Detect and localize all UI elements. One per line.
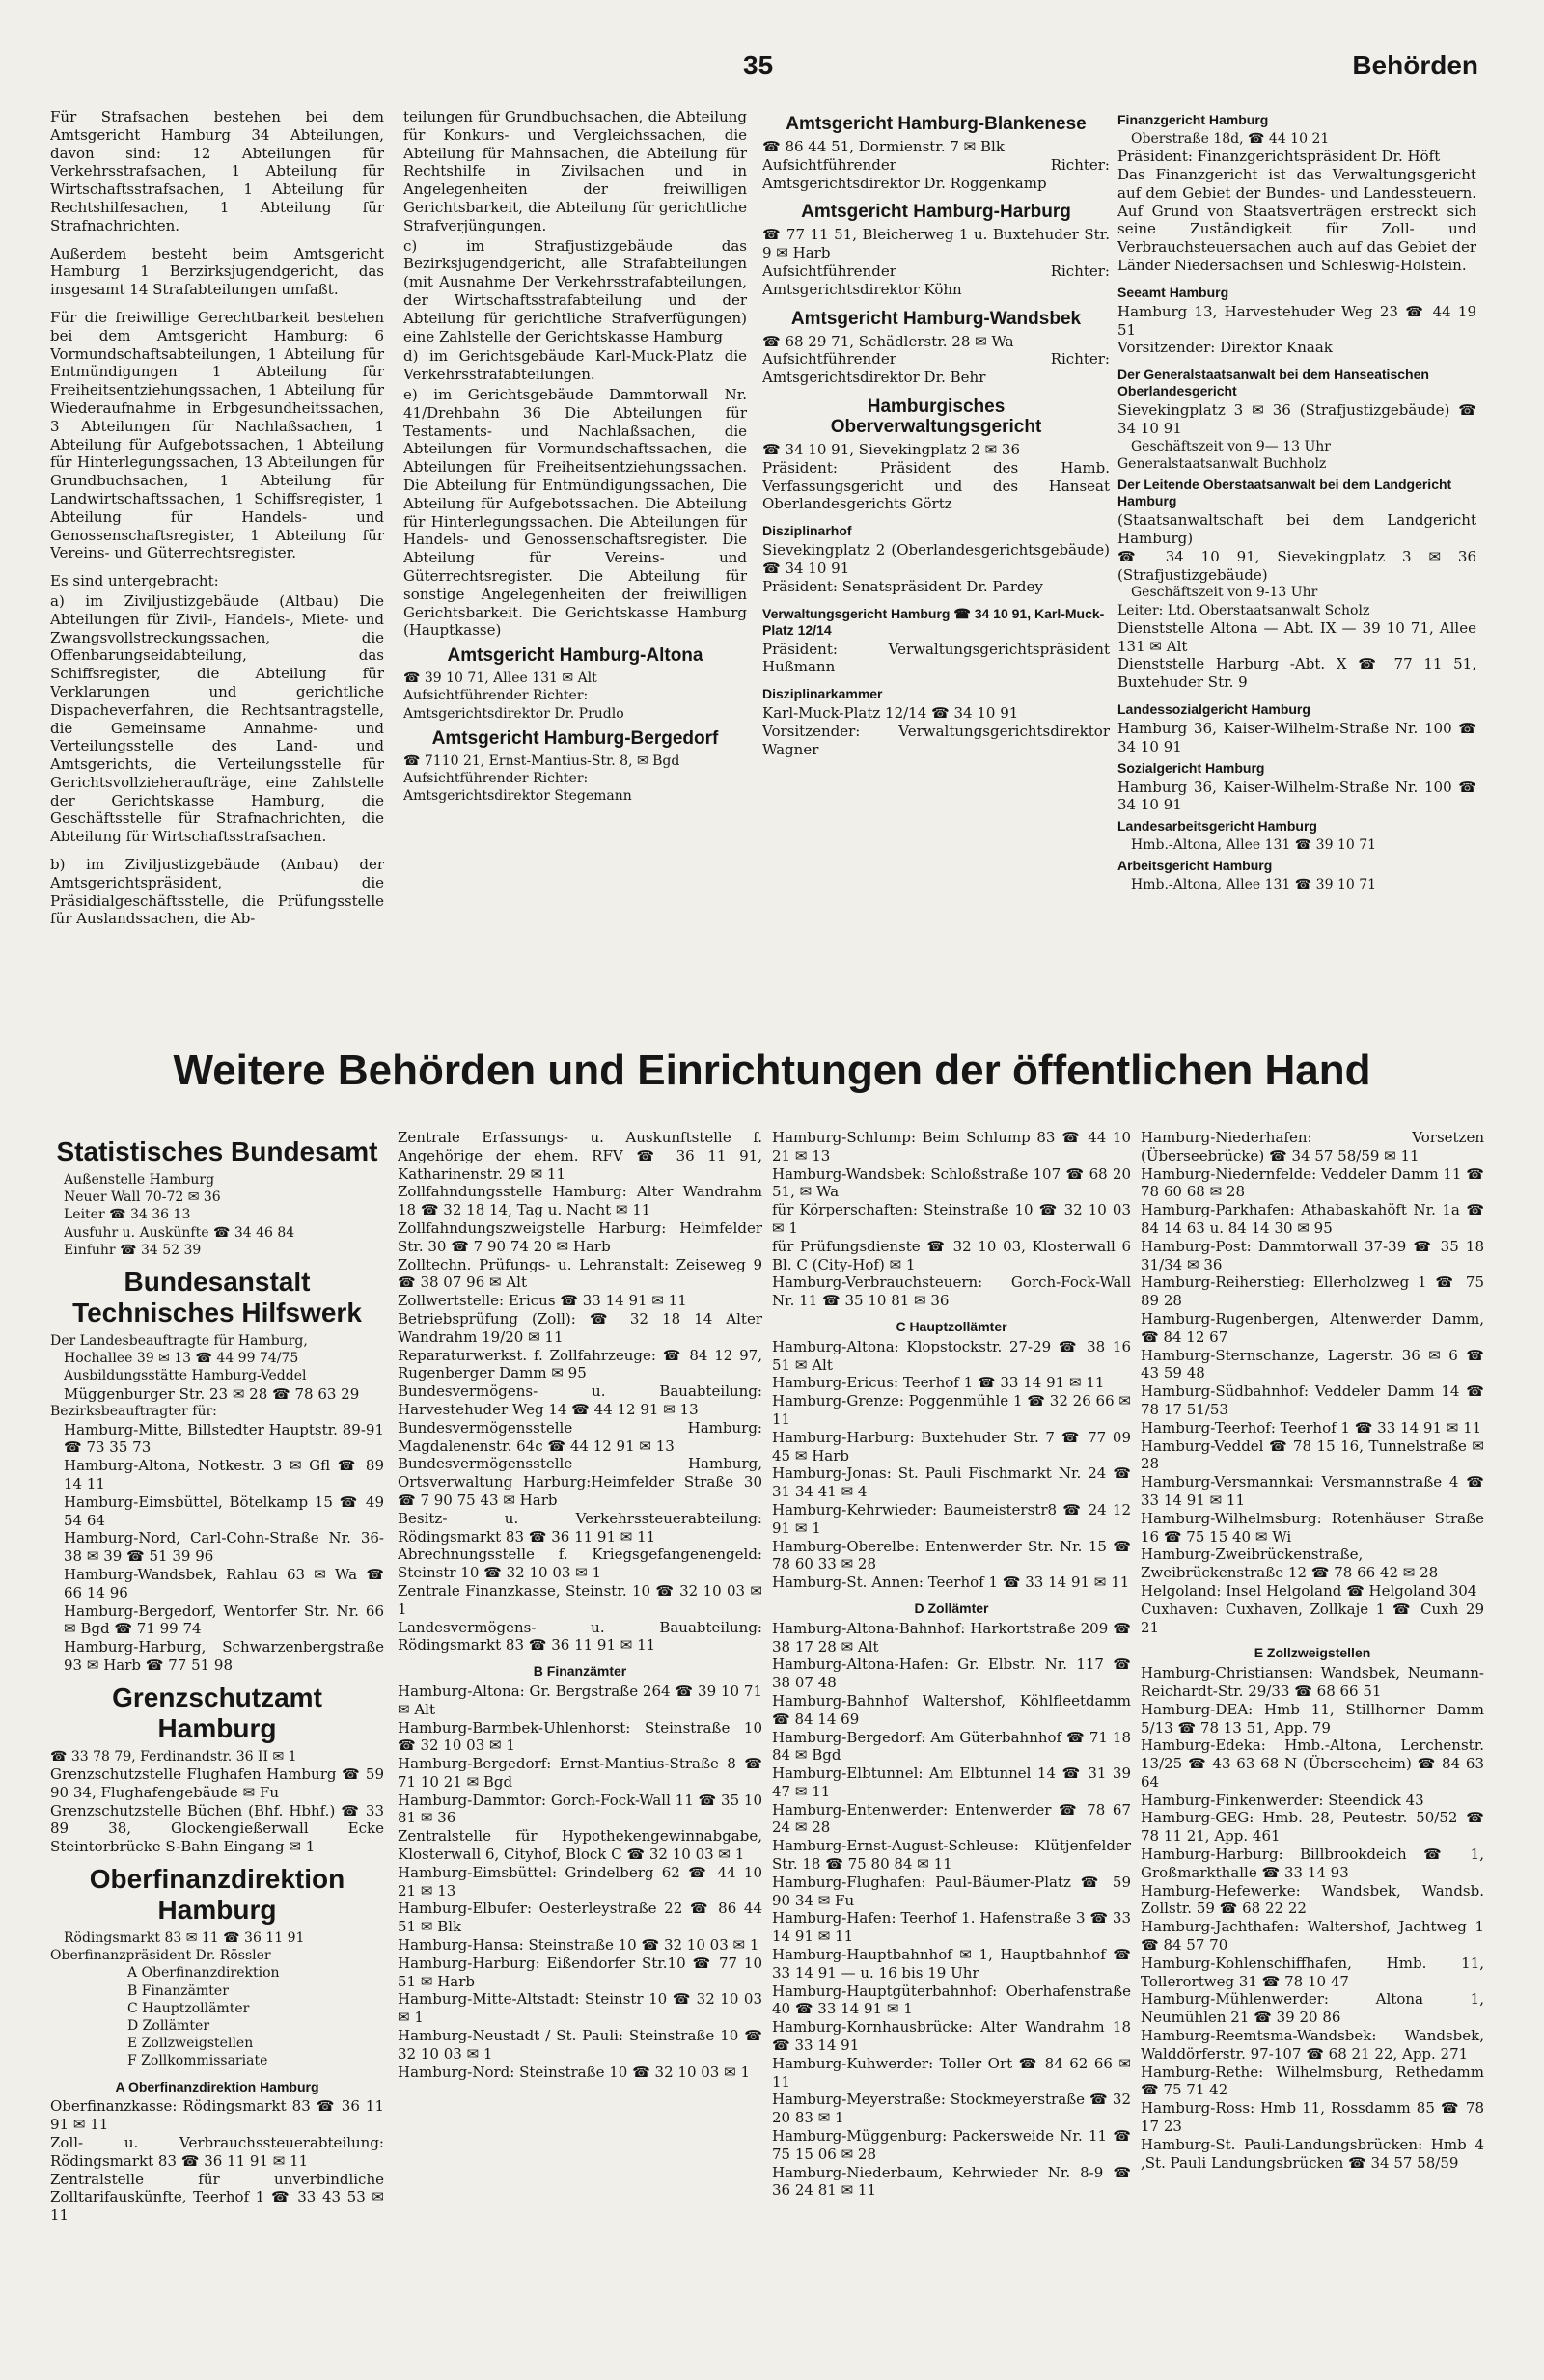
entry: Hamburg-Ross: Hmb 11, Rossdamm 85 ☎ 78 17 23 xyxy=(1141,2099,1484,2136)
list-item: D Zollämter xyxy=(127,2017,210,2034)
paragraph: Vorsitzender: Verwaltungsgerichtsdirektor Wagner xyxy=(762,722,1110,758)
bottom-column-2 xyxy=(398,1129,762,2354)
entry: Hamburg-Altona: Gr. Bergstraße 264 ☎ 39 10 71 ✉ Alt xyxy=(398,1682,762,1718)
line: Hmb.-Altona, Allee 131 ☎ 39 10 71 xyxy=(1131,877,1377,893)
entry: Cuxhaven: Cuxhaven, Zollkaje 1 ☎ Cuxh 29 21 xyxy=(1141,1600,1484,1636)
line: Aufsichtführender Richter: xyxy=(403,688,589,704)
entry: Hamburg-Oberelbe: Entenwerder Str. Nr. 15 ☎ 78 60 33 ✉ 28 xyxy=(772,1537,1131,1573)
entry: Hamburg-Verbrauchsteuern: Gorch-Fock-Wall Nr. 11 ☎ 35 10 81 ✉ 36 xyxy=(772,1273,1131,1310)
paragraph: Für die freiwillige Gerechtbarkeit bestehen bei dem Amtsgericht Hamburg: 6 Vormundschaftsabteilungen, 1 Abteilung für Entmündigungen 1 Abteilung für Freiheitsentziehungssachen, 1 Abteilung für Wiederaufnahme in Erbgesundheitssachen, 3 Abteilungen für Nachlaßsachen, 1 Abteilung für Aufgebotssachen, 1 Abteilung für Hinterlegungssachen, 13 Abteilungen für Grundbuchsachen, 1 Abteilung für Landwirtschaftssachen, 1 Schiffsregister, 1 Abteilung für Handels- und Genossenschaftsregister, 1 Abteilung für Vereins- und Güterrechtsregister. xyxy=(50,308,384,562)
entry: Hamburg-Altona: Klopstockstr. 27-29 ☎ 38 16 51 ✉ Alt xyxy=(772,1337,1131,1374)
line: Geschäftszeit von 9— 13 Uhr xyxy=(1131,438,1331,454)
subheading: Disziplinarkammer xyxy=(762,686,883,702)
paragraph: Hamburg-Eimsbüttel, Bötelkamp 15 ☎ 49 54 64 xyxy=(64,1492,384,1529)
entry: Hamburg-Meyerstraße: Stockmeyerstraße ☎ 32 20 83 ✉ 1 xyxy=(772,2091,1131,2127)
entry: Hamburg-Kehrwieder: Baumeisterstr8 ☎ 24 12 91 ✉ 1 xyxy=(772,1500,1131,1537)
subheading: Sozialgericht Hamburg xyxy=(1117,759,1265,776)
entry: Hamburg-Sternschanze, Lagerstr. 36 ✉ 6 ☎ 43 59 48 xyxy=(1141,1346,1484,1382)
paragraph: Hamburg 13, Harvestehuder Weg 23 ☎ 44 19 51 xyxy=(1117,302,1476,339)
entry: Hamburg-Rugenbergen, Altenwerder Damm, ☎ 84 12 67 xyxy=(1141,1309,1484,1346)
line: Hmb.-Altona, Allee 131 ☎ 39 10 71 xyxy=(1131,837,1377,854)
entry: Hamburg-Hefewerke: Wandsbek, Wandsb. Zollstr. 59 ☎ 68 22 22 xyxy=(1141,1881,1484,1918)
subheading: Landesarbeitsgericht Hamburg xyxy=(1117,818,1317,834)
entry: Hamburg-Bahnhof Waltershof, Köhlfleetdamm ☎ 84 14 69 xyxy=(772,1691,1131,1728)
subheading: Verwaltungsgericht Hamburg ☎ 34 10 91, Karl-Muck-Platz 12/14 xyxy=(762,605,1105,638)
paragraph: Sievekingplatz 2 (Oberlandesgerichtsgebäude) ☎ 34 10 91 xyxy=(762,541,1110,577)
line: ☎ 33 78 79, Ferdinandstr. 36 II ✉ 1 xyxy=(50,1748,297,1764)
paragraph: b) im Ziviljustizgebäude (Anbau) der Amtsgerichtspräsident, die Präsidialgeschäftsstelle, die Prüfungsstelle für Auslandssachen, die Ab- xyxy=(50,856,384,928)
entry: Hamburg-Christiansen: Wandsbek, Neumann-Reichardt-Str. 29/33 ☎ 68 66 51 xyxy=(1141,1664,1484,1700)
line: Neuer Wall 70-72 ✉ 36 xyxy=(64,1190,221,1206)
heading: Grenzschutzamt Hamburg xyxy=(112,1682,322,1743)
paragraph: Grenzschutzstelle Büchen (Bhf. Hbhf.) ☎ 33 89 38, Glockengießerwall Ecke Steintorbrücke S-Bahn Eingang ✉ 1 xyxy=(50,1801,384,1856)
line: Hochallee 39 ✉ 13 ☎ 44 99 74/75 xyxy=(64,1351,299,1367)
entry: Hamburg-Elbtunnel: Am Elbtunnel 14 ☎ 31 39 47 ✉ 11 xyxy=(772,1764,1131,1800)
entry: Hamburg-Hansa: Steinstraße 10 ☎ 32 10 03 ✉ 1 xyxy=(398,1936,759,1955)
list-item: E Zollzweigstellen xyxy=(127,2036,254,2052)
entry: Hamburg-Finkenwerder: Steendick 43 xyxy=(1141,1791,1424,1809)
list-item: A Oberfinanzdirektion xyxy=(127,1965,280,1982)
paragraph: ☎ 68 29 71, Schädlerstr. 28 ✉ Wa xyxy=(762,332,1014,350)
heading: Statistisches Bundesamt xyxy=(56,1136,378,1166)
paragraph: Außerdem besteht beim Amtsgericht Hamburg 1 Berzirksjugendgericht, das insgesamt 14 Strafabteilungen umfaßt. xyxy=(50,244,384,299)
heading: Hamburgisches Oberverwaltungsgericht xyxy=(830,396,1042,437)
entry: Hamburg-Zweibrückenstraße, Zweibrückenstraße 12 ☎ 78 66 42 ✉ 28 xyxy=(1141,1546,1439,1582)
page-header xyxy=(0,50,1544,89)
paragraph: Präsident: Präsident des Hamb. Verfassungsgericht und des Hanseat Oberlandesgerichts Görtz xyxy=(762,458,1110,513)
entry: Hamburg-Mitte-Altstadt: Steinstr 10 ☎ 32 10 03 ✉ 1 xyxy=(398,1990,762,2027)
line: Geschäftszeit von 9-13 Uhr xyxy=(1131,585,1318,601)
entry: Hamburg-Kohlenschiffhafen, Hmb. 11, Tollerortweg 31 ☎ 78 10 47 xyxy=(1141,1954,1484,1990)
list-item: C Hauptzollämter xyxy=(127,2000,250,2016)
line: Leiter ☎ 34 36 13 xyxy=(64,1207,191,1223)
line: Amtsgerichtsdirektor Dr. Prudlo xyxy=(403,705,624,722)
entry: Hamburg-Kornhausbrücke: Alter Wandrahm 18 ☎ 33 14 91 xyxy=(772,2018,1131,2055)
section-banner: Weitere Behörden und Einrichtungen der öffentlichen Hand xyxy=(173,1047,1371,1094)
entry: Zentralstelle für Hypothekengewinnabgabe, Klosterwall 6, Cityhof, Block C ☎ 32 10 03 ✉ 1 xyxy=(398,1827,762,1864)
line: Außenstelle Hamburg xyxy=(64,1172,215,1188)
bottom-column-3 xyxy=(772,1129,1131,2354)
line: ☎ 39 10 71, Allee 131 ✉ Alt xyxy=(403,670,597,687)
entry: Besitz- u. Verkehrssteuerabteilung: Rödingsmarkt 83 ☎ 36 11 91 ✉ 11 xyxy=(398,1509,762,1546)
line: Bezirksbeauftragter für: xyxy=(50,1404,217,1420)
heading: Oberfinanzdirektion Hamburg xyxy=(89,1863,345,1925)
top-column-2 xyxy=(403,108,747,976)
line: Oberstraße 18d, ☎ 44 10 21 xyxy=(1131,131,1330,147)
heading: Bundesanstalt Technisches Hilfswerk xyxy=(72,1267,362,1328)
line: Amtsgerichtsdirektor Stegemann xyxy=(403,788,632,805)
paragraph: Hamburg 36, Kaiser-Wilhelm-Straße Nr. 100 ☎ 34 10 91 xyxy=(1117,778,1476,814)
entry: Hamburg-Post: Dammtorwall 37-39 ☎ 35 18 31/34 ✉ 36 xyxy=(1141,1237,1484,1273)
entry: Hamburg-Ernst-August-Schleuse: Klütjenfelder Str. 18 ☎ 75 80 84 ✉ 11 xyxy=(772,1837,1131,1874)
paragraph: Dienststelle Altona — Abt. IX — 39 10 71, Allee 131 ✉ Alt xyxy=(1117,618,1476,655)
paragraph: Dienststelle Harburg -Abt. X ☎ 77 11 51, Buxtehuder Str. 9 xyxy=(1117,655,1476,692)
paragraph: Zentralstelle für unverbindliche Zolltarifauskünfte, Teerhof 1 ☎ 33 43 53 ✉ 11 xyxy=(50,2170,384,2225)
entry: Hamburg-GEG: Hmb. 28, Peutestr. 50/52 ☎ 78 11 21, App. 461 xyxy=(1141,1809,1484,1846)
entry: Hamburg-Hauptgüterbahnhof: Oberhafenstraße 40 ☎ 33 14 91 ✉ 1 xyxy=(772,1982,1131,2018)
subheading: C Hauptzollämter xyxy=(896,1318,1007,1334)
entry: Hamburg-Niederhafen: Vorsetzen (Überseebrücke) ☎ 34 57 58/59 ✉ 11 xyxy=(1141,1129,1484,1164)
entry: Helgoland: Insel Helgoland ☎ Helgoland 304 xyxy=(1141,1581,1477,1600)
entry: Hamburg-Schlump: Beim Schlump 83 ☎ 44 10 21 ✉ 13 xyxy=(772,1129,1131,1164)
entry: Zentrale Finanzkasse, Steinstr. 10 ☎ 32 10 03 ✉ 1 xyxy=(398,1581,762,1618)
line: Einfuhr ☎ 34 52 39 xyxy=(64,1242,202,1258)
paragraph: Das Finanzgericht ist das Verwaltungsgericht auf dem Gebiet der Bundes- und Landessteuern. Auf Grund von Staatsverträgen erstreckt sich seine Zuständigkeit für Zoll- und Verbrauchsteuersachen auch auf das Gebiet der Länder Niedersachsen und Schleswig-Holstein. xyxy=(1117,166,1476,274)
entry: Hamburg-Eimsbüttel: Grindelberg 62 ☎ 44 10 21 ✉ 13 xyxy=(398,1863,762,1900)
line: Der Landesbeauftragte für Hamburg, xyxy=(50,1333,308,1350)
entry: Hamburg-Nord: Steinstraße 10 ☎ 32 10 03 ✉ 1 xyxy=(398,2063,750,2081)
entry: Hamburg-Müggenburg: Packersweide Nr. 11 ☎ 75 15 06 ✉ 28 xyxy=(772,2127,1131,2163)
entry: Betriebsprüfung (Zoll): ☎ 32 18 14 Alter Wandrahm 19/20 ✉ 11 xyxy=(398,1309,762,1346)
entry: Hamburg-Ericus: Teerhof 1 ☎ 33 14 91 ✉ 11 xyxy=(772,1374,1105,1392)
subheading: B Finanzämter xyxy=(533,1663,627,1680)
paragraph: Hamburg-Nord, Carl-Cohn-Straße Nr. 36-38 ✉ 39 ☎ 51 39 96 xyxy=(64,1529,384,1566)
bottom-column-4 xyxy=(1141,1129,1484,2354)
line: Ausfuhr u. Auskünfte ☎ 34 46 84 xyxy=(64,1224,295,1241)
top-column-3 xyxy=(762,108,1110,976)
entry: Hamburg-Hauptbahnhof ✉ 1, Hauptbahnhof ☎ 33 14 91 — u. 16 bis 19 Uhr xyxy=(772,1946,1131,1982)
entry: Hamburg-Niedernfelde: Veddeler Damm 11 ☎ 78 60 68 ✉ 28 xyxy=(1141,1164,1484,1201)
entry: Hamburg-St. Pauli-Landungsbrücken: Hmb 4 ,St. Pauli Landungsbrücken ☎ 34 57 58/59 xyxy=(1141,2135,1484,2172)
paragraph: Aufsichtführender Richter: Amtsgerichtsdirektor Dr. Behr xyxy=(762,350,1110,387)
line: Leiter: Ltd. Oberstaatsanwalt Scholz xyxy=(1117,602,1370,618)
entry: Hamburg-Teerhof: Teerhof 1 ☎ 33 14 91 ✉ 11 xyxy=(1141,1418,1482,1436)
entry: Hamburg-Veddel ☎ 78 15 16, Tunnelstraße ✉ 28 xyxy=(1141,1436,1484,1473)
subheading: A Oberfinanzdirektion Hamburg xyxy=(115,2078,319,2094)
entry: Hamburg-Jonas: St. Pauli Fischmarkt Nr. 24 ☎ 31 34 41 ✉ 4 xyxy=(772,1464,1131,1501)
paragraph: Präsident: Finanzgerichtspräsident Dr. Höft xyxy=(1117,148,1441,166)
entry: Zolltechn. Prüfungs- u. Lehranstalt: Zeiseweg 9 ☎ 38 07 96 ✉ Alt xyxy=(398,1255,762,1292)
entry: Hamburg-Rethe: Wilhelmsburg, Rethedamm ☎ 75 71 42 xyxy=(1141,2063,1484,2099)
entry: für Körperschaften: Steinstraße 10 ☎ 32 10 03 ✉ 1 xyxy=(772,1201,1131,1237)
paragraph: Vorsitzender: Direktor Knaak xyxy=(1117,339,1333,357)
paragraph: Präsident: Verwaltungsgerichtspräsident Hußmann xyxy=(762,640,1110,676)
subheading: E Zollzweigstellen xyxy=(1254,1645,1371,1661)
entry: Hamburg-Flughafen: Paul-Bäumer-Platz ☎ 59 90 34 ✉ Fu xyxy=(772,1873,1131,1909)
bottom-column-1 xyxy=(50,1129,384,2354)
heading: Amtsgericht Hamburg-Blankenese xyxy=(786,114,1087,134)
entry: Landesvermögens- u. Bauabteilung: Rödingsmarkt 83 ☎ 36 11 91 ✉ 11 xyxy=(398,1618,762,1655)
paragraph: Hamburg-Bergedorf, Wentorfer Str. Nr. 66 ✉ Bgd ☎ 71 99 74 xyxy=(64,1601,384,1638)
paragraph: e) im Gerichtsgebäude Dammtorwall Nr. 41/Drehbahn 36 Die Abteilungen für Testaments- und Nachlaßsachen, die Abteilungen für Vormundschaftssachen, die Abteilungen für Freiheitsentziehungssachen. Die Abteilung für Entmündigungssachen, Die Abteilung für Aufgebotssachen. Die Abteilung für Hinterlegungssachen. Die Abteilungen für Handels- und Genossenschaftsregister. Die Abteilung für Vereins- und Güterrechtsregister. Die Abteilung für sonstige Angelegenheiten der freiwilligen Gerichtsbarkeit. Die Gerichtskasse Hamburg (Hauptkasse) xyxy=(403,385,747,640)
entry: Hamburg-Wandsbek: Schloßstraße 107 ☎ 68 20 51, ✉ Wa xyxy=(772,1164,1131,1201)
line: ☎ 7110 21, Ernst-Mantius-Str. 8, ✉ Bgd xyxy=(403,752,680,769)
entry: Zollwertstelle: Ericus ☎ 33 14 91 ✉ 11 xyxy=(398,1292,687,1310)
paragraph: d) im Gerichtsgebäude Karl-Muck-Platz die Verkehrsstrafabteilungen. xyxy=(403,347,747,384)
entry: Hamburg-Jachthafen: Waltershof, Jachtweg 1 ☎ 84 57 70 xyxy=(1141,1918,1484,1955)
line: Rödingsmarkt 83 ✉ 11 ☎ 36 11 91 xyxy=(64,1929,305,1946)
paragraph: Oberfinanzkasse: Rödingsmarkt 83 ☎ 36 11 91 ✉ 11 xyxy=(50,2097,384,2134)
entry: Bundesvermögensstelle Hamburg, Ortsverwaltung Harburg:Heimfelder Straße 30 ☎ 7 90 75 43 ✉ Harb xyxy=(398,1455,762,1509)
paragraph: Hamburg-Harburg, Schwarzenbergstraße 93 ✉ Harb ☎ 77 51 98 xyxy=(64,1638,384,1674)
line: Aufsichtführender Richter: xyxy=(403,770,589,786)
subheading: Der Leitende Oberstaatsanwalt bei dem Landgericht Hamburg xyxy=(1117,477,1452,509)
paragraph: ☎ 34 10 91, Sievekingplatz 3 ✉ 36 (Strafjustizgebäude) xyxy=(1117,547,1476,584)
entry: Hamburg-Bergedorf: Ernst-Mantius-Straße 8 ☎ 71 10 21 ✉ Bgd xyxy=(398,1755,762,1791)
top-column-1 xyxy=(50,108,384,976)
subheading: D Zollämter xyxy=(914,1600,989,1616)
entry: Hamburg-DEA: Hmb 11, Stillhorner Damm 5/13 ☎ 78 13 51, App. 79 xyxy=(1141,1700,1484,1737)
entry: Hamburg-Harburg: Billbrookdeich ☎ 1, Großmarkthalle ☎ 33 14 93 xyxy=(1141,1846,1484,1881)
paragraph: Sievekingplatz 3 ✉ 36 (Strafjustizgebäude) ☎ 34 10 91 xyxy=(1117,401,1476,437)
entry: Hamburg-Grenze: Poggenmühle 1 ☎ 32 26 66 ✉ 11 xyxy=(772,1392,1131,1428)
page-number: 35 xyxy=(743,50,774,80)
entry: Hamburg-Elbufer: Oesterleystraße 22 ☎ 86 44 51 ✉ Blk xyxy=(398,1900,762,1936)
entry: Hamburg-Hafen: Teerhof 1. Hafenstraße 3 ☎ 33 14 91 ✉ 11 xyxy=(772,1909,1131,1946)
entry: Zollfahndungsstelle Hamburg: Alter Wandrahm 18 ☎ 32 18 14, Tag u. Nacht ✉ 11 xyxy=(398,1183,762,1219)
entry: Bundesvermögensstelle Hamburg: Magdalenenstr. 64c ☎ 44 12 91 ✉ 13 xyxy=(398,1418,762,1455)
section-title: Behörden xyxy=(1352,50,1478,80)
paragraph: Zoll- u. Verbrauchssteuerabteilung: Rödingsmarkt 83 ☎ 36 11 91 ✉ 11 xyxy=(50,2133,384,2170)
paragraph: Aufsichtführender Richter: Amtsgerichtsdirektor Dr. Roggenkamp xyxy=(762,155,1110,192)
paragraph: Aufsichtführender Richter: Amtsgerichtsdirektor Köhn xyxy=(762,261,1110,298)
paragraph: Es sind untergebracht: xyxy=(50,572,219,590)
entry: Hamburg-Harburg: Eißendorfer Str.10 ☎ 77 10 51 ✉ Harb xyxy=(398,1954,762,1990)
paragraph: Müggenburger Str. 23 ✉ 28 ☎ 78 63 29 xyxy=(64,1384,360,1403)
entry: Hamburg-Altona-Hafen: Gr. Elbstr. Nr. 117 ☎ 38 07 48 xyxy=(772,1655,1131,1692)
top-column-4 xyxy=(1117,108,1476,976)
heading: Amtsgericht Hamburg-Wandsbek xyxy=(790,308,1082,329)
entry: Hamburg-Altona-Bahnhof: Harkortstraße 209 ☎ 38 17 28 ✉ Alt xyxy=(772,1619,1131,1655)
heading: Amtsgericht Hamburg-Harburg xyxy=(801,202,1071,223)
entry: Hamburg-Dammtor: Gorch-Fock-Wall 11 ☎ 35 10 81 ✉ 36 xyxy=(398,1791,762,1827)
paragraph: c) im Strafjustizgebäude das Bezirksjugendgericht, alle Strafabteilungen (mit Ausnahme Der Verkehrsstrafabteilungen, der Wirtschaftsstrafabteilung und der Abteilung für gerichtliche Strafverfügungen) eine Zahlstelle der Gerichtskasse Hamburg xyxy=(403,236,747,345)
entry: Hamburg-Bergedorf: Am Güterbahnhof ☎ 71 18 84 ✉ Bgd xyxy=(772,1728,1131,1764)
entry: Hamburg-Edeka: Hmb.-Altona, Lerchenstr. 13/25 ☎ 43 63 68 N (Überseeheim) ☎ 84 63 64 xyxy=(1141,1737,1484,1791)
entry: Hamburg-Neustadt / St. Pauli: Steinstraße 10 ☎ 32 10 03 ✉ 1 xyxy=(398,2027,762,2063)
entry: Hamburg-Kuhwerder: Toller Ort ☎ 84 62 66 ✉ 11 xyxy=(772,2054,1131,2091)
paragraph: (Staatsanwaltschaft bei dem Landgericht Hamburg) xyxy=(1117,511,1476,547)
paragraph: ☎ 86 44 51, Dormienstr. 7 ✉ Blk xyxy=(762,138,1005,155)
entry: Hamburg-Südbahnhof: Veddeler Damm 14 ☎ 78 17 51/53 xyxy=(1141,1382,1484,1418)
entry: Hamburg-Mühlenwerder: Altona 1, Neumühlen 21 ☎ 39 20 86 xyxy=(1141,1990,1484,2027)
paragraph: Karl-Muck-Platz 12/14 ☎ 34 10 91 xyxy=(762,704,1019,723)
paragraph: Hamburg-Altona, Notkestr. 3 ✉ Gfl ☎ 89 14 11 xyxy=(64,1457,384,1493)
entry: Hamburg-Reiherstieg: Ellerholzweg 1 ☎ 75 89 28 xyxy=(1141,1273,1484,1310)
entry: Hamburg-Versmannkai: Versmannstraße 4 ☎ 33 14 91 ✉ 11 xyxy=(1141,1473,1484,1509)
heading: Amtsgericht Hamburg-Altona xyxy=(447,645,703,667)
paragraph: ☎ 34 10 91, Sievekingplatz 2 ✉ 36 xyxy=(762,440,1021,458)
entry: Hamburg-Harburg: Buxtehuder Str. 7 ☎ 77 09 45 ✉ Harb xyxy=(772,1428,1131,1464)
entry: Hamburg-St. Annen: Teerhof 1 ☎ 33 14 91 ✉ 11 xyxy=(772,1573,1130,1592)
paragraph: Grenzschutzstelle Flughafen Hamburg ☎ 59 90 34, Flughafengebäude ✉ Fu xyxy=(50,1764,384,1801)
subheading: Disziplinarhof xyxy=(762,523,852,539)
paragraph: ☎ 77 11 51, Bleicherweg 1 u. Buxtehuder Str. 9 ✉ Harb xyxy=(762,226,1110,262)
entry: Reparaturwerkst. f. Zollfahrzeuge: ☎ 84 12 97, Rugenberger Damm ✉ 95 xyxy=(398,1346,762,1382)
paragraph: teilungen für Grundbuchsachen, die Abteilung für Konkurs- und Vergleichssachen, die Abteilung für Mahnsachen, die Abteilung für Rechtshilfe in Zivilsachen und in Angelegenheiten der freiwilligen Gerichtsbarkeit, die Abteilung für gerichtliche Strafverjüngungen. xyxy=(403,108,747,234)
list-item: F Zollkommissariate xyxy=(127,2053,268,2069)
subheading: Arbeitsgericht Hamburg xyxy=(1117,858,1273,874)
entry: für Prüfungsdienste ☎ 32 10 03, Klosterwall 6 Bl. C (City-Hof) ✉ 1 xyxy=(772,1237,1131,1273)
paragraph: Für Strafsachen bestehen bei dem Amtsgericht Hamburg 34 Abteilungen, davon sind: 12 Abteilungen für Verkehrsstrafsachen, 1 Abteilung für Wirtschaftsstrafsachen, 1 Abteilung für Rechtshilfesachen, 1 Abteilung für Strafnachrichten. xyxy=(50,108,384,234)
subheading: Seeamt Hamburg xyxy=(1117,284,1229,300)
entry: Zentrale Erfassungs- u. Auskunftstelle f. Angehörige der ehem. RFV ☎ 36 11 91, Katharinenstr. 29 ✉ 11 xyxy=(398,1129,762,1183)
entry: Hamburg-Entenwerder: Entenwerder ☎ 78 67 24 ✉ 28 xyxy=(772,1800,1131,1837)
entry: Bundesvermögens- u. Bauabteilung: Harvestehuder Weg 14 ☎ 44 12 91 ✉ 13 xyxy=(398,1382,762,1418)
line: Oberfinanzpräsident Dr. Rössler xyxy=(50,1948,271,1964)
entry: Hamburg-Barmbek-Uhlenhorst: Steinstraße 10 ☎ 32 10 03 ✉ 1 xyxy=(398,1718,762,1755)
entry: Hamburg-Parkhafen: Athabaskahöft Nr. 1a ☎ 84 14 63 u. 84 14 30 ✉ 95 xyxy=(1141,1201,1484,1237)
paragraph: Präsident: Senatspräsident Dr. Pardey xyxy=(762,577,1043,595)
paragraph: Hamburg 36, Kaiser-Wilhelm-Straße Nr. 100 ☎ 34 10 91 xyxy=(1117,719,1476,755)
paragraph: Hamburg-Wandsbek, Rahlau 63 ✉ Wa ☎ 66 14 96 xyxy=(64,1566,384,1601)
line: Generalstaatsanwalt Buchholz xyxy=(1117,455,1327,472)
paragraph: a) im Ziviljustizgebäude (Altbau) Die Abteilungen für Zivil-, Handels-, Miete- und Zwangsvollstreckungssachen, die Offenbarungseidabteilung, das Schiffsregister, die Abteilung für Verklarungen und gerichtliche Dispacheverfahren, die Rechtsantragstelle, die Gemeinsame Annahme- und Verteilungsstelle des Land- und Amtsgerichts, die Verteilungsstelle für Gerichtsvollzieheraufträge, eine Zahlstelle der Gerichtskasse Hamburg, die Geschäftsstelle für Strafnachrichten, die Abteilung für Wirtschaftsstrafsachen. xyxy=(50,591,384,846)
paragraph: Hamburg-Mitte, Billstedter Hauptstr. 89-91 ☎ 73 35 73 xyxy=(64,1420,384,1457)
line: Ausbildungsstätte Hamburg-Veddel xyxy=(64,1368,307,1384)
subheading: Landessozialgericht Hamburg xyxy=(1117,700,1310,717)
subheading: Der Generalstaatsanwalt bei dem Hanseatischen Oberlandesgericht xyxy=(1117,367,1429,399)
entry: Hamburg-Wilhelmsburg: Rotenhäuser Straße 16 ☎ 75 15 40 ✉ Wi xyxy=(1141,1509,1484,1546)
entry: Abrechnungsstelle f. Kriegsgefangenengeld: Steinstr 10 ☎ 32 10 03 ✉ 1 xyxy=(398,1546,762,1582)
entry: Hamburg-Niederbaum, Kehrwieder Nr. 8-9 ☎ 36 24 81 ✉ 11 xyxy=(772,2163,1131,2200)
subheading: Finanzgericht Hamburg xyxy=(1117,112,1269,127)
entry: Zollfahndungszweigstelle Harburg: Heimfelder Str. 30 ☎ 7 90 74 20 ✉ Harb xyxy=(398,1218,762,1255)
entry: Hamburg-Reemtsma-Wandsbek: Wandsbek, Walddörferstr. 97-107 ☎ 68 21 22, App. 271 xyxy=(1141,2027,1484,2063)
list-item: B Finanzämter xyxy=(127,1983,229,1999)
heading: Amtsgericht Hamburg-Bergedorf xyxy=(431,727,719,749)
